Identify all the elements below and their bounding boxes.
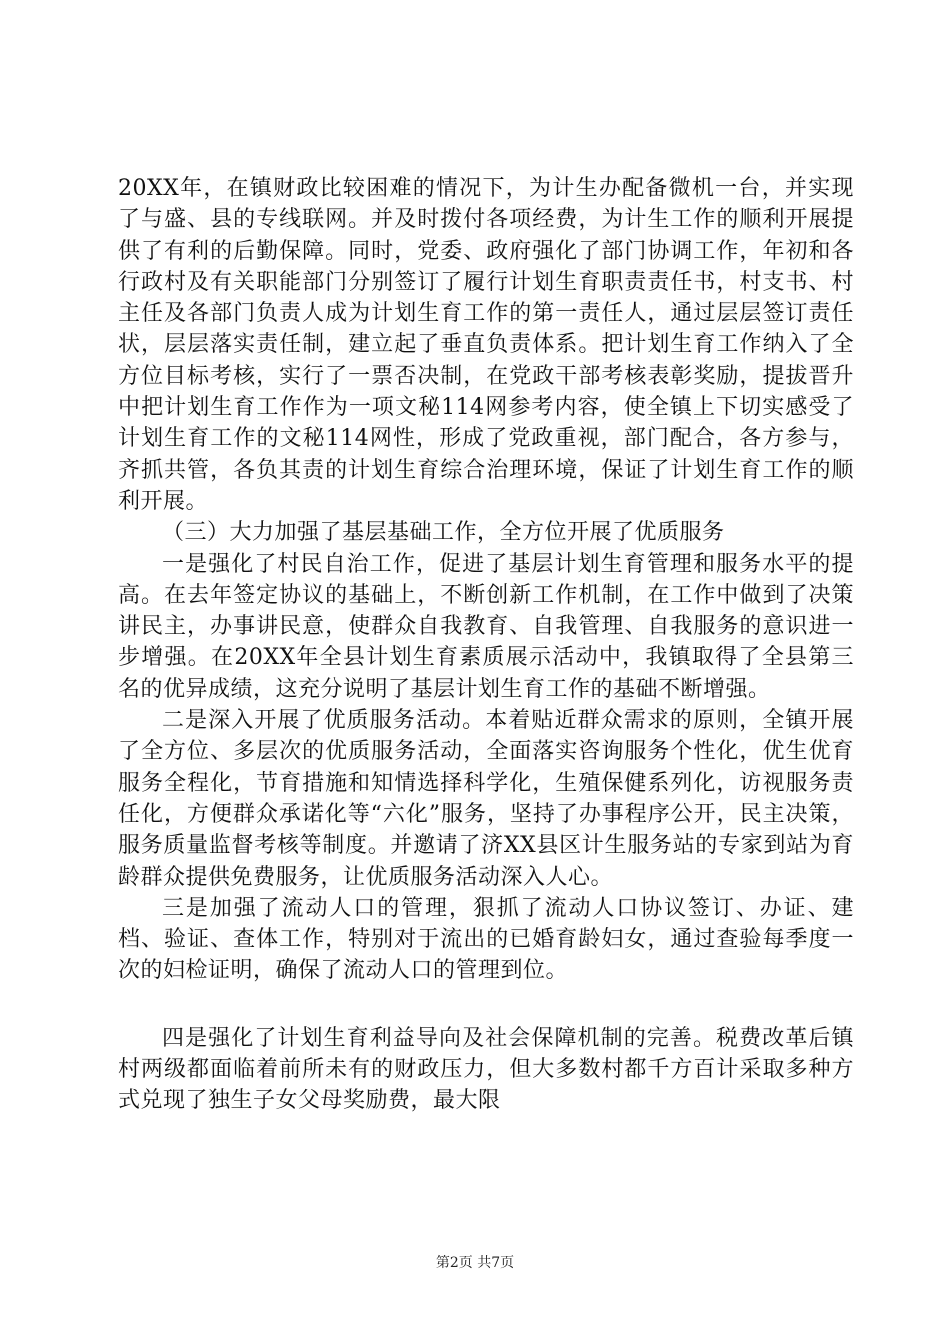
paragraph-3: 二是深入开展了优质服务活动。本着贴近群众需求的原则，全镇开展了全方位、多层次的优质服务活动，全面落实咨询服务个性化，优生优育服务全程化，节育措施和知情选择科学化，生殖保健系列化，访视服务责任化，方便群众承诺化等“六化”服务，坚持了办事程序公开，民主决策，服务质量监督考核等制度。并邀请了济XX县区计生服务站的专家到站为育龄群众提供免费服务，让优质服务活动深入人心。	[118, 708, 854, 890]
paragraph-2: 一是强化了村民自治工作，促进了基层计划生育管理和服务水平的提高。在去年签定协议的基础上，不断创新工作机制，在工作中做到了决策讲民主，办事讲民意，使群众自我教育、自我管理、自我服务的意识进一步增强。在20XX年全县计划生育素质展示活动中，我镇取得了全县第三名的优异成绩，这充分说明了基层计划生育工作的基础不断增强。	[118, 551, 854, 702]
paragraph-4: 三是加强了流动人口的管理，狠抓了流动人口协议签订、办证、建档、验证、查体工作，特别对于流出的已婚育龄妇女，通过查验每季度一次的妇检证明，确保了流动人口的管理到位。	[118, 895, 854, 984]
section-heading: （三）大力加强了基层基础工作，全方位开展了优质服务	[162, 520, 725, 546]
paragraph-1: 20XX年，在镇财政比较困难的情况下，为计生办配备微机一台，并实现了与盛、县的专线联网。并及时拨付各项经费，为计生工作的顺利开展提供了有利的后勤保障。同时，党委、政府强化了部门协调工作，年初和各行政村及有关职能部门分别签订了履行计划生育职责责任书，村支书、村主任及各部门负责人成为计划生育工作的第一责任人，通过层层签订责任状，层层落实责任制，建立起了垂直负责体系。把计划生育工作纳入了全方位目标考核，实行了一票否决制，在党政干部考核表彰奖励，提拔晋升中把计划生育工作作为一项文秘114网参考内容，使全镇上下切实感受了计划生育工作的文秘114网性，形成了党政重视，部门配合，各方参与，齐抓共管，各负其责的计划生育综合治理环境，保证了计划生育工作的顺利开展。	[118, 176, 854, 514]
paragraph-5: 四是强化了计划生育利益导向及社会保障机制的完善。税费改革后镇村两级都面临着前所未有的财政压力，但大多数村都千方百计采取多种方式兑现了独生子女父母奖励费，最大限	[118, 1025, 854, 1114]
page-footer: 第2页 共7页	[435, 1255, 515, 1271]
document-body	[118, 173, 854, 1117]
